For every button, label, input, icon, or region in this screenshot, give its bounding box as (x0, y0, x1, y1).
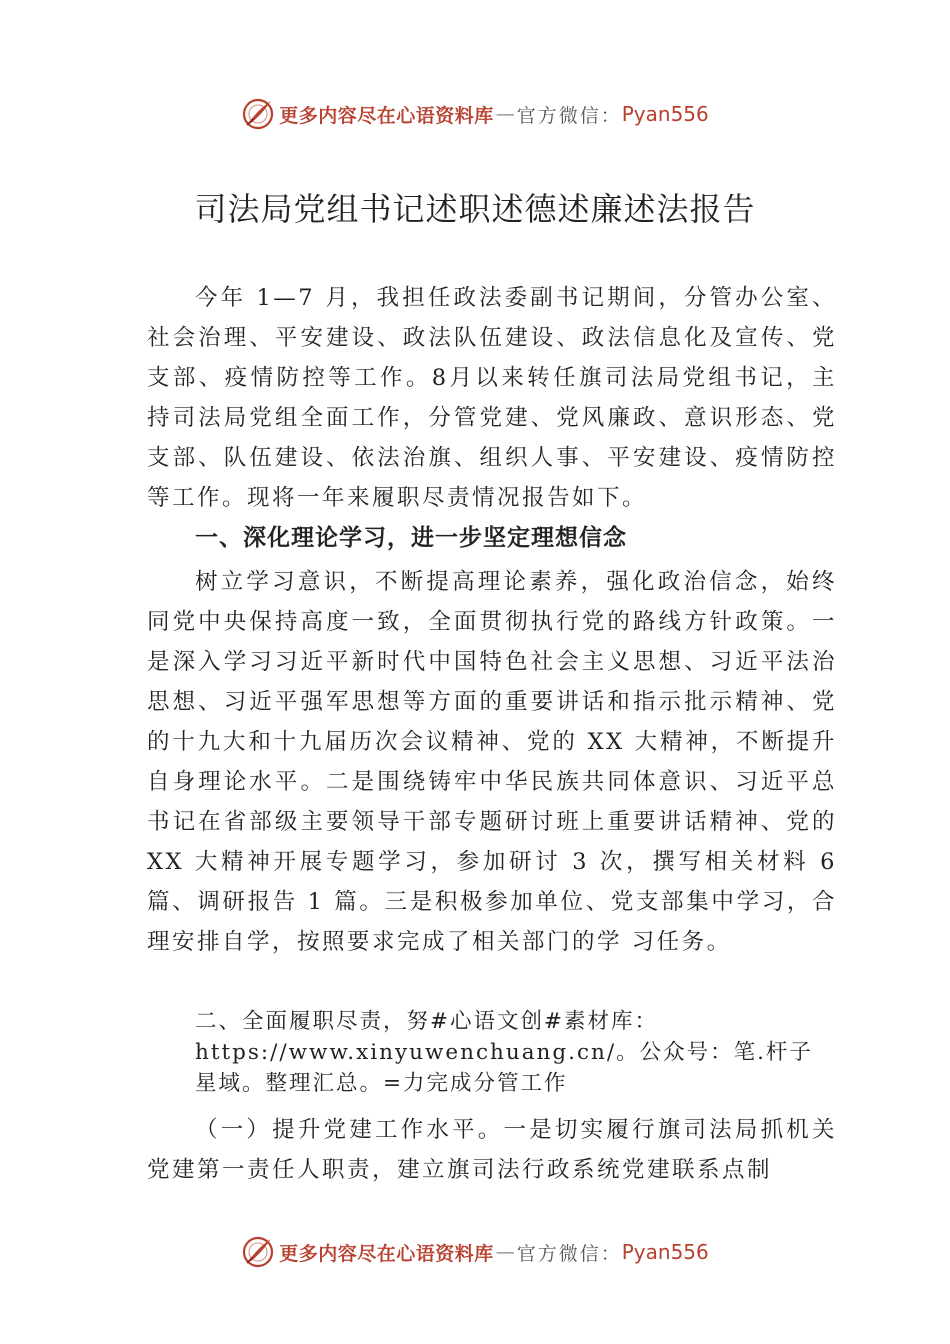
paragraph-intro: 今年 1—7 月，我担任政法委副书记期间，分管办公室、社会治理、平安建设、政法队伍建设、政法信息化及宣传、党支部、疫情防控等工作。8月以来转任旗司法局党组书记，主持司法局党组全面工作，分管党建、党风廉政、意识形态、党支部、队伍建设、依法治旗、组织人事、平安建设、疫情防控等工作。现将一年来履职尽责情况报告如下。 (147, 285, 837, 511)
banner-wechat-label: 官方微信： (516, 104, 622, 127)
quill-pen-circle-icon (241, 97, 275, 131)
footer-banner (0, 1232, 950, 1272)
banner-dash: — (495, 103, 515, 125)
header-banner (0, 94, 950, 134)
footer-brand-text: 更多内容尽在心语资料库 (279, 1242, 494, 1265)
quill-pen-circle-icon (241, 1235, 275, 1269)
paragraph-party-building: （一）提升党建工作水平。一是切实履行旗司法局抓机关党建第一责任人职责，建立旗司法行政系统党建联系点制 (147, 1117, 837, 1183)
document-title: 司法局党组书记述职述德述廉述法报告 (194, 190, 756, 228)
section-heading-2-watermarked: 二、全面履职尽责，努#心语文创#素材库：https://www.xinyuwenchuang.cn/。公众号：笔.杆子星域。整理汇总。=力完成分管工作 (195, 1009, 813, 1096)
paragraph-theory-study: 树立学习意识，不断提高理论素养，强化政治信念，始终同党中央保持高度一致，全面贯彻执行党的路线方针政策。一是深入学习习近平新时代中国特色社会主义思想、习近平法治思想、习近平强军思想等方面的重要讲话和指示批示精神、党的十九大和十九届历次会议精神、党的 XX 大精神，不断提升自身理论水平。二是围绕铸牢中华民族共同体意识、习近平总书记在省部级主要领导干部专题研讨班上重要讲话精神、党的 XX 大精神开展专题学习，参加研讨 3 次，撰写相关材料 6 篇、调研报告 1 篇。三是积极参加单位、党支部集中学习，合理安排自学，按照要求完成了相关部门的学 习任务。 (147, 569, 837, 955)
footer-dash: — (495, 1241, 515, 1263)
footer-wechat-label: 官方微信： (516, 1242, 622, 1265)
footer-wechat-id: Pyan556 (621, 1240, 709, 1264)
banner-wechat-id: Pyan556 (621, 102, 709, 126)
section-heading-1: 一、深化理论学习，进一步坚定理想信念 (195, 525, 627, 551)
banner-brand-text: 更多内容尽在心语资料库 (279, 104, 494, 127)
